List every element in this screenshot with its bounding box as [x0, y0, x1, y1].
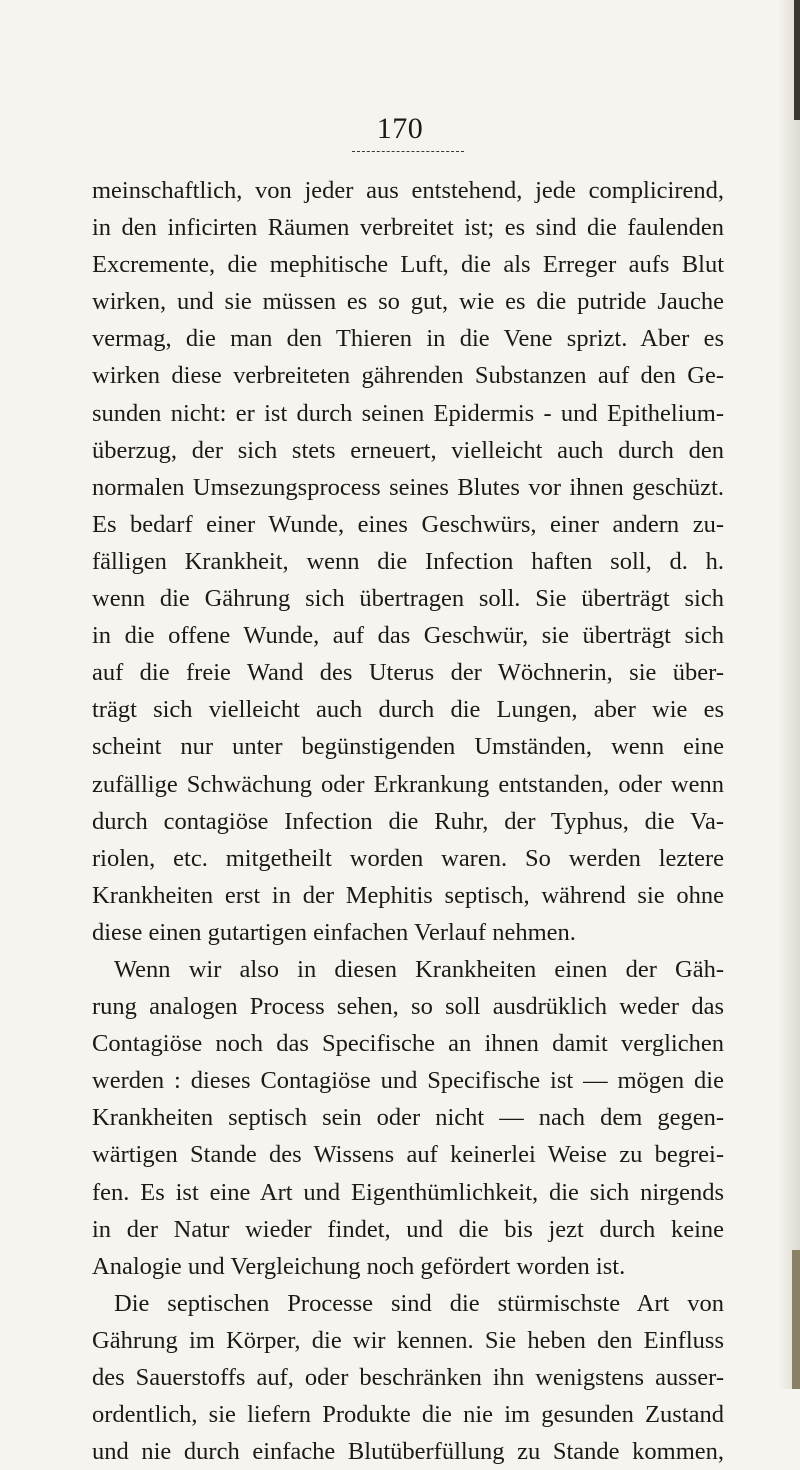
paragraph-end-line: diese einen gutartigen einfachen Verlauf nehmen. [92, 918, 576, 946]
text-line: rung analogen Process sehen, so soll ausdrüklich weder das [92, 993, 724, 1021]
text-line: vermag, die man den Thieren in die Vene sprizt. Aber es [92, 325, 724, 353]
text-line: trägt sich vielleicht auch durch die Lungen, aber wie es [92, 696, 724, 724]
text-line: riolen, etc. mitgetheilt worden waren. So werden leztere [92, 844, 724, 872]
text-line: Excremente, die mephitische Luft, die als Erreger aufs Blut [92, 251, 724, 279]
text-line: meinschaftlich, von jeder aus entstehend, jede complicirend, [92, 177, 724, 204]
text-line: sunden nicht: er ist durch seinen Epidermis - und Epithelium- [92, 399, 724, 427]
text-line: auf die freie Wand des Uterus der Wöchnerin, sie über- [92, 659, 724, 687]
paragraph-end-line: Analogie und Vergleichung noch gefördert worden ist. [92, 1252, 626, 1280]
text-line: überzug, der sich stets erneuert, vielleicht auch durch den [92, 436, 724, 464]
text-line: in die offene Wunde, auf das Geschwür, sie überträgt sich [92, 622, 724, 650]
text-line: Krankheiten erst in der Mephitis septisch, während sie ohne [92, 881, 724, 909]
header-rule [352, 151, 464, 152]
text-line: in der Natur wieder findet, und die bis jezt durch keine [92, 1215, 724, 1243]
text-line: zufällige Schwächung oder Erkrankung entstanden, oder wenn [92, 770, 724, 798]
text-line: durch contagiöse Infection die Ruhr, der Typhus, die Va- [92, 807, 724, 835]
text-line: des Sauerstoffs auf, oder beschränken ihn wenigstens ausser- [92, 1364, 724, 1391]
page-number: 170 [376, 112, 424, 145]
paragraph-start-line: Die septischen Processe sind die stürmischste Art von [114, 1289, 724, 1317]
text-line: Contagiöse noch das Specifische an ihnen damit verglichen [92, 1030, 724, 1058]
text-line: scheint nur unter begünstigenden Umständen, wenn eine [92, 733, 724, 761]
text-line: fen. Es ist eine Art und Eigenthümlichkeit, die sich nirgends [92, 1178, 724, 1206]
page-edge-shadow [778, 0, 800, 1389]
text-line: werden : dieses Contagiöse und Specifische ist — mögen die [92, 1067, 724, 1095]
text-line: wirken diese verbreiteten gährenden Substanzen auf den Ge- [92, 362, 724, 390]
page-edge-mark [794, 0, 800, 120]
body-text [92, 172, 724, 1470]
text-line: Gährung im Körper, die wir kennen. Sie heben den Einfluss [92, 1326, 724, 1354]
text-line: fälligen Krankheit, wenn die Infection haften soll, d. h. [92, 547, 724, 575]
page-edge-mark [792, 1250, 800, 1389]
text-line: wirken, und sie müssen es so gut, wie es die putride Jauche [92, 288, 724, 316]
text-line: ordentlich, sie liefern Produkte die nie im gesunden Zustand [92, 1401, 724, 1429]
text-line: und nie durch einfache Blutüberfüllung zu Stande kommen, [92, 1438, 724, 1466]
paragraph-start-line: Wenn wir also in diesen Krankheiten einen der Gäh- [114, 955, 724, 983]
text-line: Krankheiten septisch sein oder nicht — nach dem gegen- [92, 1104, 724, 1132]
text-line: normalen Umsezungsprocess seines Blutes vor ihnen geschüzt. [92, 473, 724, 501]
text-line: wenn die Gährung sich übertragen soll. Sie überträgt sich [92, 585, 724, 613]
text-line: in den inficirten Räumen verbreitet ist; es sind die faulenden [92, 214, 724, 242]
text-line: wärtigen Stande des Wissens auf keinerlei Weise zu begrei- [92, 1141, 724, 1169]
text-line: Es bedarf einer Wunde, eines Geschwürs, einer andern zu- [92, 510, 724, 538]
